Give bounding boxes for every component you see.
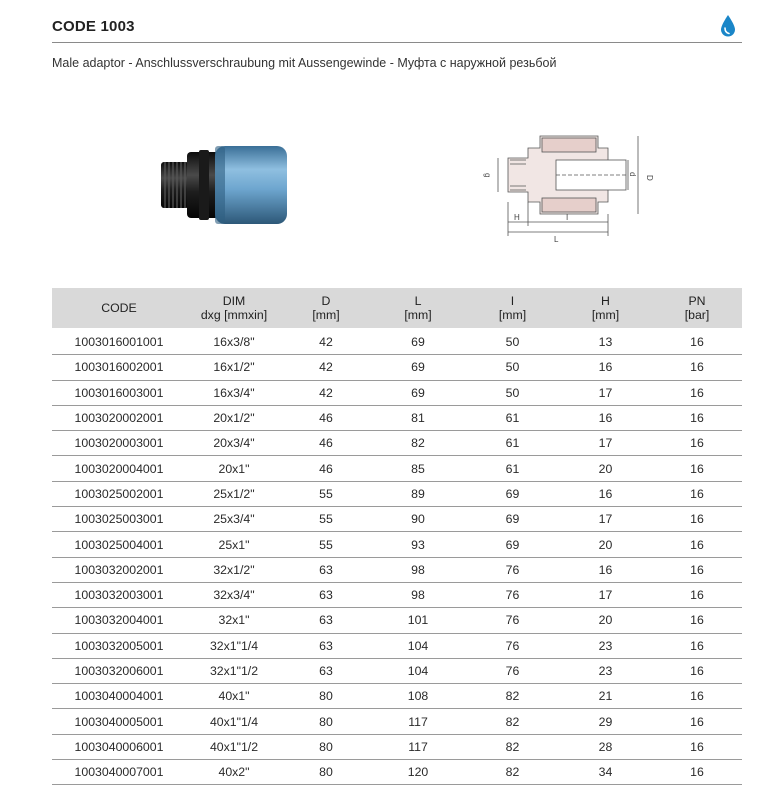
dim-I-label: I — [566, 213, 569, 222]
cell-i: 69 — [466, 481, 559, 506]
cell-h: 21 — [559, 684, 652, 709]
cell-pn: 16 — [652, 507, 742, 532]
cell-pn: 16 — [652, 431, 742, 456]
cell-d: 42 — [282, 380, 370, 405]
cell-l: 104 — [370, 633, 466, 658]
cell-d: 63 — [282, 658, 370, 683]
cell-h: 16 — [559, 355, 652, 380]
cell-i: 50 — [466, 329, 559, 355]
cell-pn: 16 — [652, 582, 742, 607]
table-row — [52, 557, 742, 582]
table-row — [52, 329, 742, 355]
product-description: Male adaptor - Anschlussverschraubung mit Aussengewinde - Муфта с наружной резьбой — [52, 56, 557, 70]
cell-i: 61 — [466, 405, 559, 430]
cell-pn: 16 — [652, 608, 742, 633]
cell-dim: 40x1"1/2 — [186, 734, 282, 759]
cell-i: 82 — [466, 709, 559, 734]
cell-i: 82 — [466, 734, 559, 759]
cell-h: 17 — [559, 582, 652, 607]
cell-dim: 16x3/8" — [186, 329, 282, 355]
cell-d: 63 — [282, 557, 370, 582]
table-row — [52, 355, 742, 380]
cell-code: 1003016002001 — [52, 355, 186, 380]
page-header — [52, 14, 742, 43]
table-row — [52, 734, 742, 759]
cell-pn: 16 — [652, 355, 742, 380]
dim-d-label: d — [628, 172, 637, 177]
cell-dim: 25x1/2" — [186, 481, 282, 506]
cell-pn: 16 — [652, 532, 742, 557]
cell-code: 1003040004001 — [52, 684, 186, 709]
cell-pn: 16 — [652, 557, 742, 582]
table-body — [52, 329, 742, 785]
cell-code: 1003032003001 — [52, 582, 186, 607]
col-header-dim: DIM dxg [mmxin] — [186, 288, 282, 329]
product-photo — [155, 140, 295, 230]
cell-h: 23 — [559, 633, 652, 658]
cell-code: 1003020002001 — [52, 405, 186, 430]
cell-d: 63 — [282, 608, 370, 633]
cell-dim: 32x3/4" — [186, 582, 282, 607]
dim-H-label: H — [514, 213, 520, 222]
table-row — [52, 582, 742, 607]
cell-i: 50 — [466, 355, 559, 380]
cell-i: 76 — [466, 633, 559, 658]
cell-code: 1003032002001 — [52, 557, 186, 582]
cell-i: 82 — [466, 760, 559, 785]
dim-D-label: D — [645, 175, 654, 181]
cell-d: 42 — [282, 329, 370, 355]
cell-h: 16 — [559, 557, 652, 582]
cell-d: 63 — [282, 633, 370, 658]
cell-dim: 40x1"1/4 — [186, 709, 282, 734]
cell-dim: 20x1/2" — [186, 405, 282, 430]
cell-code: 1003040006001 — [52, 734, 186, 759]
cell-d: 46 — [282, 456, 370, 481]
water-drop-icon — [720, 14, 736, 38]
spec-table — [52, 288, 742, 785]
cell-l: 104 — [370, 658, 466, 683]
cell-l: 81 — [370, 405, 466, 430]
cell-dim: 32x1"1/2 — [186, 658, 282, 683]
cell-pn: 16 — [652, 380, 742, 405]
cell-code: 1003040005001 — [52, 709, 186, 734]
table-row — [52, 431, 742, 456]
cell-code: 1003016001001 — [52, 329, 186, 355]
table-row — [52, 684, 742, 709]
cell-pn: 16 — [652, 709, 742, 734]
cell-h: 16 — [559, 481, 652, 506]
cell-code: 1003025003001 — [52, 507, 186, 532]
cell-h: 17 — [559, 380, 652, 405]
cell-dim: 25x3/4" — [186, 507, 282, 532]
cell-dim: 20x3/4" — [186, 431, 282, 456]
page-title: CODE 1003 — [52, 18, 135, 35]
col-header-i: I [mm] — [466, 288, 559, 329]
cell-h: 29 — [559, 709, 652, 734]
cell-l: 98 — [370, 557, 466, 582]
cell-d: 55 — [282, 507, 370, 532]
cell-h: 16 — [559, 405, 652, 430]
dim-L-label: L — [554, 235, 559, 244]
cell-pn: 16 — [652, 658, 742, 683]
col-header-l: L [mm] — [370, 288, 466, 329]
cell-d: 80 — [282, 684, 370, 709]
cell-d: 80 — [282, 734, 370, 759]
cell-d: 80 — [282, 709, 370, 734]
cell-pn: 16 — [652, 734, 742, 759]
cell-i: 76 — [466, 658, 559, 683]
cell-i: 76 — [466, 582, 559, 607]
cell-d: 46 — [282, 431, 370, 456]
cell-l: 117 — [370, 734, 466, 759]
cell-i: 76 — [466, 557, 559, 582]
cell-d: 80 — [282, 760, 370, 785]
table-row — [52, 709, 742, 734]
cell-i: 50 — [466, 380, 559, 405]
cell-dim: 16x3/4" — [186, 380, 282, 405]
technical-drawing — [478, 118, 668, 248]
cell-code: 1003020003001 — [52, 431, 186, 456]
table-row — [52, 380, 742, 405]
cell-pn: 16 — [652, 456, 742, 481]
cell-d: 55 — [282, 481, 370, 506]
cell-l: 101 — [370, 608, 466, 633]
table-row — [52, 633, 742, 658]
cell-dim: 16x1/2" — [186, 355, 282, 380]
col-header-code: CODE — [52, 288, 186, 329]
cell-pn: 16 — [652, 760, 742, 785]
cell-l: 89 — [370, 481, 466, 506]
col-header-pn: PN [bar] — [652, 288, 742, 329]
cell-pn: 16 — [652, 684, 742, 709]
cell-i: 76 — [466, 608, 559, 633]
cell-i: 69 — [466, 507, 559, 532]
table-row — [52, 608, 742, 633]
cell-l: 69 — [370, 329, 466, 355]
cell-h: 34 — [559, 760, 652, 785]
cell-code: 1003020004001 — [52, 456, 186, 481]
cell-h: 13 — [559, 329, 652, 355]
cell-dim: 40x1" — [186, 684, 282, 709]
table-row — [52, 532, 742, 557]
cell-d: 42 — [282, 355, 370, 380]
cell-code: 1003032006001 — [52, 658, 186, 683]
cell-h: 20 — [559, 456, 652, 481]
cell-l: 90 — [370, 507, 466, 532]
cell-dim: 25x1" — [186, 532, 282, 557]
cell-l: 120 — [370, 760, 466, 785]
cell-h: 20 — [559, 532, 652, 557]
cell-pn: 16 — [652, 633, 742, 658]
cell-pn: 16 — [652, 481, 742, 506]
cell-l: 82 — [370, 431, 466, 456]
cell-code: 1003032005001 — [52, 633, 186, 658]
table-row — [52, 760, 742, 785]
col-header-h: H [mm] — [559, 288, 652, 329]
dim-g-label: g — [483, 173, 492, 178]
cell-i: 61 — [466, 456, 559, 481]
cell-i: 69 — [466, 532, 559, 557]
cell-h: 17 — [559, 507, 652, 532]
cell-l: 93 — [370, 532, 466, 557]
cell-dim: 32x1/2" — [186, 557, 282, 582]
cell-h: 17 — [559, 431, 652, 456]
cell-l: 69 — [370, 355, 466, 380]
cell-pn: 16 — [652, 405, 742, 430]
cell-l: 98 — [370, 582, 466, 607]
table-row — [52, 507, 742, 532]
cell-d: 63 — [282, 582, 370, 607]
cell-h: 28 — [559, 734, 652, 759]
cell-l: 108 — [370, 684, 466, 709]
table-row — [52, 405, 742, 430]
cell-d: 55 — [282, 532, 370, 557]
cell-code: 1003016003001 — [52, 380, 186, 405]
cell-pn: 16 — [652, 329, 742, 355]
cell-l: 69 — [370, 380, 466, 405]
cell-i: 61 — [466, 431, 559, 456]
table-row — [52, 456, 742, 481]
cell-code: 1003040007001 — [52, 760, 186, 785]
table-header-row — [52, 288, 742, 329]
cell-i: 82 — [466, 684, 559, 709]
cell-h: 23 — [559, 658, 652, 683]
table-row — [52, 481, 742, 506]
cell-l: 85 — [370, 456, 466, 481]
cell-d: 46 — [282, 405, 370, 430]
cell-dim: 40x2" — [186, 760, 282, 785]
col-header-d: D [mm] — [282, 288, 370, 329]
cell-dim: 32x1" — [186, 608, 282, 633]
table-row — [52, 658, 742, 683]
cell-l: 117 — [370, 709, 466, 734]
cell-dim: 32x1"1/4 — [186, 633, 282, 658]
cell-code: 1003032004001 — [52, 608, 186, 633]
cell-code: 1003025002001 — [52, 481, 186, 506]
cell-dim: 20x1" — [186, 456, 282, 481]
cell-code: 1003025004001 — [52, 532, 186, 557]
cell-h: 20 — [559, 608, 652, 633]
